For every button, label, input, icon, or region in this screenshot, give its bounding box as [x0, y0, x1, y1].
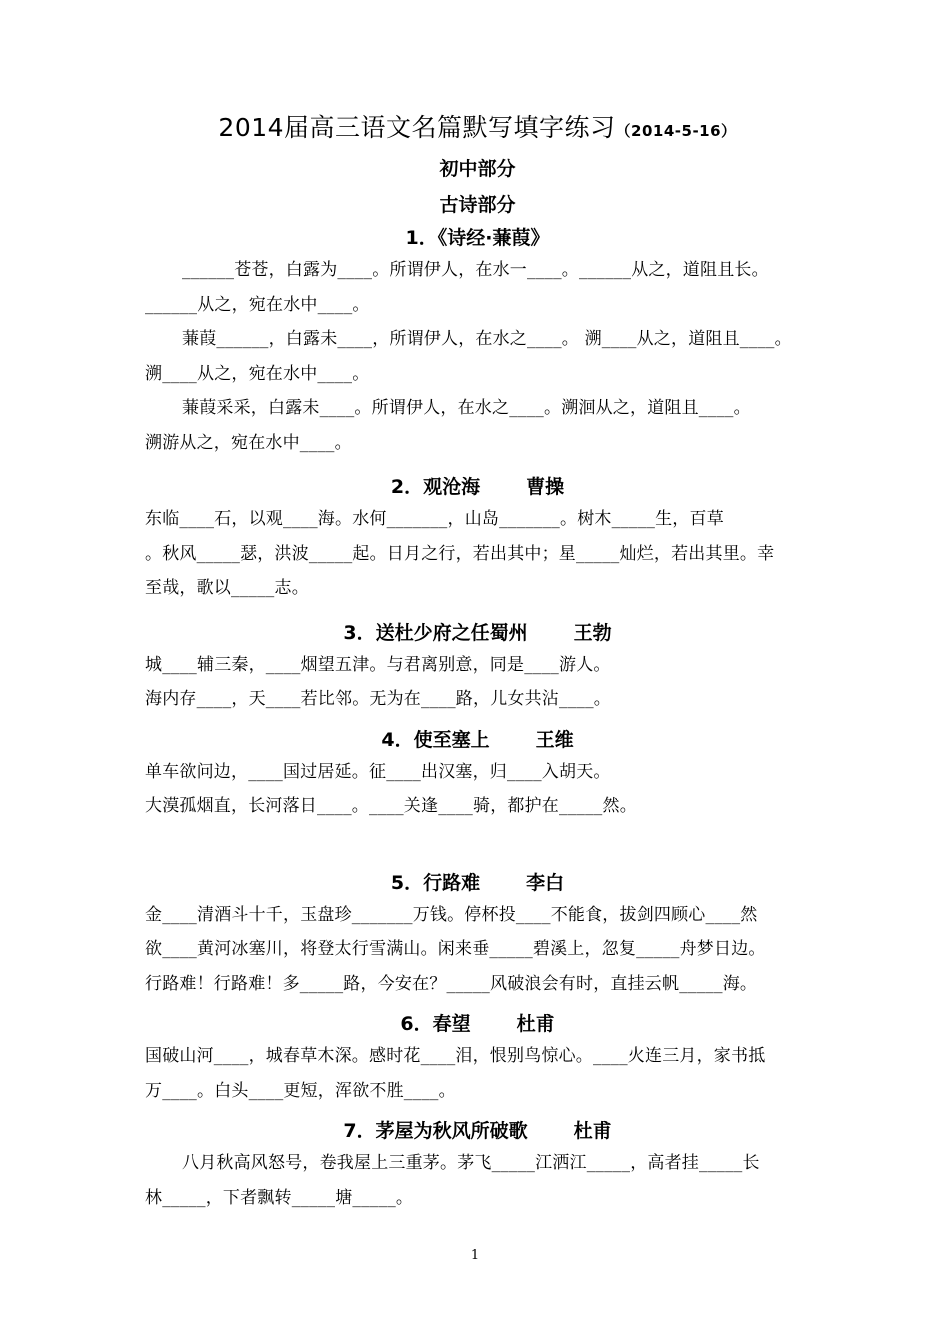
poem-author: 杜甫	[573, 1120, 612, 1142]
poem-title	[145, 1009, 810, 1039]
poem-name: 1．《诗经·蒹葭》	[405, 227, 550, 249]
poem-name: 4．使至塞上	[381, 728, 490, 751]
poem-2	[145, 472, 810, 606]
poem-name: 5．行路难	[390, 871, 481, 894]
poem-line: 蒹葭______，白露未____，所谓伊人，在水之____。 溯____从之，道阻且____。	[182, 329, 792, 349]
poem-title	[145, 472, 810, 502]
poem-line: 蒹葭采采，白露未____。所谓伊人，在水之____。溯洄从之，道阻且____。	[182, 398, 751, 418]
poem-author: 杜甫	[516, 1013, 555, 1035]
poem-6	[145, 1009, 810, 1108]
poem-line: 溯游从之，宛在水中____。	[145, 432, 352, 453]
poem-line: 林_____，下者飘转_____塘_____。	[145, 1187, 414, 1208]
poem-line: 大漠孤烟直，长河落日____。____关逢____骑，都护在_____然。	[145, 796, 637, 816]
poem-line: 行路难！行路难！多_____路，今安在？_____风破浪会有时，直挂云帆_____海。	[145, 973, 758, 994]
poem-title	[145, 725, 810, 755]
document-page	[145, 108, 810, 1215]
poem-name: 7．茅屋为秋风所破歌	[343, 1120, 528, 1142]
poem-title	[145, 618, 810, 648]
poem-4	[145, 725, 810, 824]
poem-line: ______苍苍，白露为____。所谓伊人，在水一____。______从之，道阻且长。	[182, 260, 769, 280]
poem-5	[145, 868, 810, 1002]
poem-line: 万____。白头____更短，浑欲不胜____。	[145, 1080, 456, 1101]
poem-name: 2．观沧海	[390, 476, 481, 498]
poem-line: 。秋风_____瑟，洪波_____起。日月之行，若出其中；星_____灿烂，若出其里。幸	[145, 543, 775, 564]
poem-title	[145, 868, 810, 898]
page-number: 1	[470, 1248, 480, 1263]
poem-line: 金____清酒斗十千，玉盘珍_______万钱。停杯投____不能食，拔剑四顾心____然	[145, 904, 758, 925]
poem-7	[145, 1116, 810, 1215]
poem-author: 曹操	[526, 476, 565, 498]
poem-line: 单车欲问边，____国过居延。征____出汉塞，归____入胡天。	[145, 761, 611, 782]
poem-title	[145, 223, 810, 253]
poem-1	[145, 223, 810, 460]
title-text: 2014届高三语文名篇默写填字练习	[218, 113, 616, 142]
poem-line: ______从之，宛在水中____。	[145, 294, 370, 315]
poem-name: 6．春望	[400, 1013, 471, 1035]
poem-line: 国破山河____，城春草木深。感时花____泪，恨别鸟惊心。____火连三月，家书抵	[145, 1046, 766, 1066]
poem-title	[145, 1116, 810, 1146]
title-date: （2014-5-16）	[615, 122, 737, 140]
poem-line: 城____辅三秦，____烟望五津。与君离别意，同是____游人。	[145, 654, 611, 675]
poem-line: 溯____从之，宛在水中____。	[145, 363, 370, 384]
poem-line: 至哉，歌以_____志。	[145, 578, 309, 598]
poem-3	[145, 618, 810, 717]
poem-line: 八月秋高风怒号，卷我屋上三重茅。茅飞_____江洒江_____，高者挂_____长	[182, 1153, 760, 1173]
subsection-heading: 古诗部分	[439, 194, 516, 216]
poem-line: 东临____石，以观____海。水何_______，山岛_______。树木_____生，百草	[145, 509, 724, 529]
poem-author: 李白	[526, 871, 565, 894]
poem-author: 王勃	[573, 621, 612, 644]
section-heading: 初中部分	[439, 158, 516, 180]
poem-name: 3．送杜少府之任蜀州	[343, 621, 528, 644]
poem-line: 海内存____，天____若比邻。无为在____路，儿女共沾____。	[145, 689, 611, 709]
poem-author: 王维	[535, 728, 574, 751]
poem-line: 欲____黄河冰塞川，将登太行雪满山。闲来垂_____碧溪上，忽复_____舟梦日边。	[145, 939, 766, 959]
page-title	[145, 108, 810, 151]
